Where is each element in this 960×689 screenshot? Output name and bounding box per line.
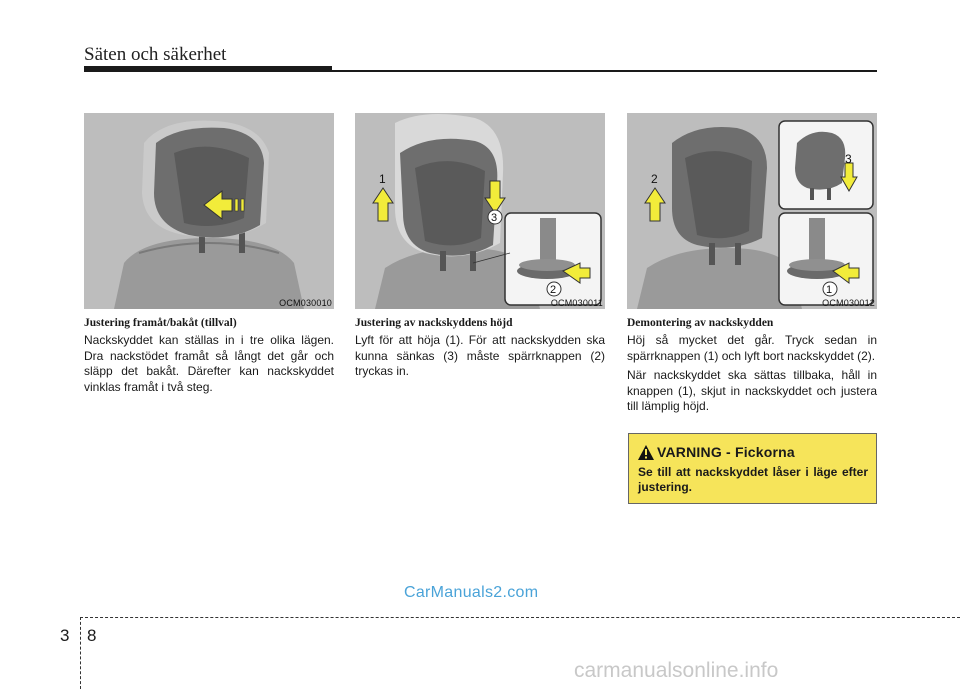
warning-title: VARNING - Fickorna <box>657 444 795 460</box>
warning-text: Se till att nackskyddet låser i läge efter justering. <box>638 465 868 494</box>
label-3: 3 <box>845 152 852 166</box>
headrest-illustration-2 <box>355 113 605 309</box>
figure-height-adjust <box>355 113 605 309</box>
headrest-illustration-3 <box>627 113 877 309</box>
label-2: 2 <box>550 284 557 296</box>
page-margin-rule-vertical <box>80 617 81 689</box>
section-paragraph: Nackskyddet kan ställas in i tre olika lägen. Dra nackstödet framåt så långt det går och släpp det bakåt. Därefter kan nackskyddet vinklas framåt i två steg. <box>84 333 334 394</box>
warning-box <box>628 433 877 504</box>
site-watermark[interactable]: CarManuals2.com <box>404 584 539 601</box>
label-1: 1 <box>826 284 833 296</box>
page-number: 8 <box>87 626 97 645</box>
section-paragraph: Höj så mycket det går. Tryck sedan in spärrknappen (1) och lyft bort nackskyddet (2). <box>627 333 877 363</box>
section-heading: Justering av nackskyddens höjd <box>355 317 513 329</box>
section-forward-backward <box>84 317 334 399</box>
figure-removal <box>627 113 877 309</box>
footer-watermark: carmanualsonline.info <box>574 659 779 682</box>
section-heading: Demontering av nackskydden <box>627 317 774 329</box>
label-3: 3 <box>491 212 498 224</box>
section-paragraph: Lyft för att höja (1). För att nackskydden ska kunna sänkas (3) måste spärrknappen (2) tryckas in. <box>355 333 605 378</box>
section-paragraph: När nackskyddet ska sättas tillbaka, håll in knappen (1), skjut in nackskyddet och justera till lämplig höjd. <box>627 368 877 413</box>
page-margin-rule-horizontal <box>80 617 960 618</box>
chapter-number: 3 <box>60 626 70 645</box>
label-2: 2 <box>651 172 658 186</box>
figure-code: OCM030011 <box>550 298 603 308</box>
section-heading: Justering framåt/bakåt (tillval) <box>84 317 237 329</box>
figure-code: OCM030010 <box>279 298 332 308</box>
header-rule-thin <box>332 70 877 72</box>
header-rule-thick <box>84 66 332 72</box>
section-height-adjust <box>355 317 605 384</box>
figure-forward-backward <box>84 113 334 309</box>
warning-triangle-icon <box>638 445 654 460</box>
headrest-illustration-1 <box>84 113 334 309</box>
label-1: 1 <box>379 172 386 186</box>
page-header-title: Säten och säkerhet <box>84 44 227 65</box>
section-removal <box>627 317 877 419</box>
figure-code: OCM030012 <box>822 298 875 308</box>
